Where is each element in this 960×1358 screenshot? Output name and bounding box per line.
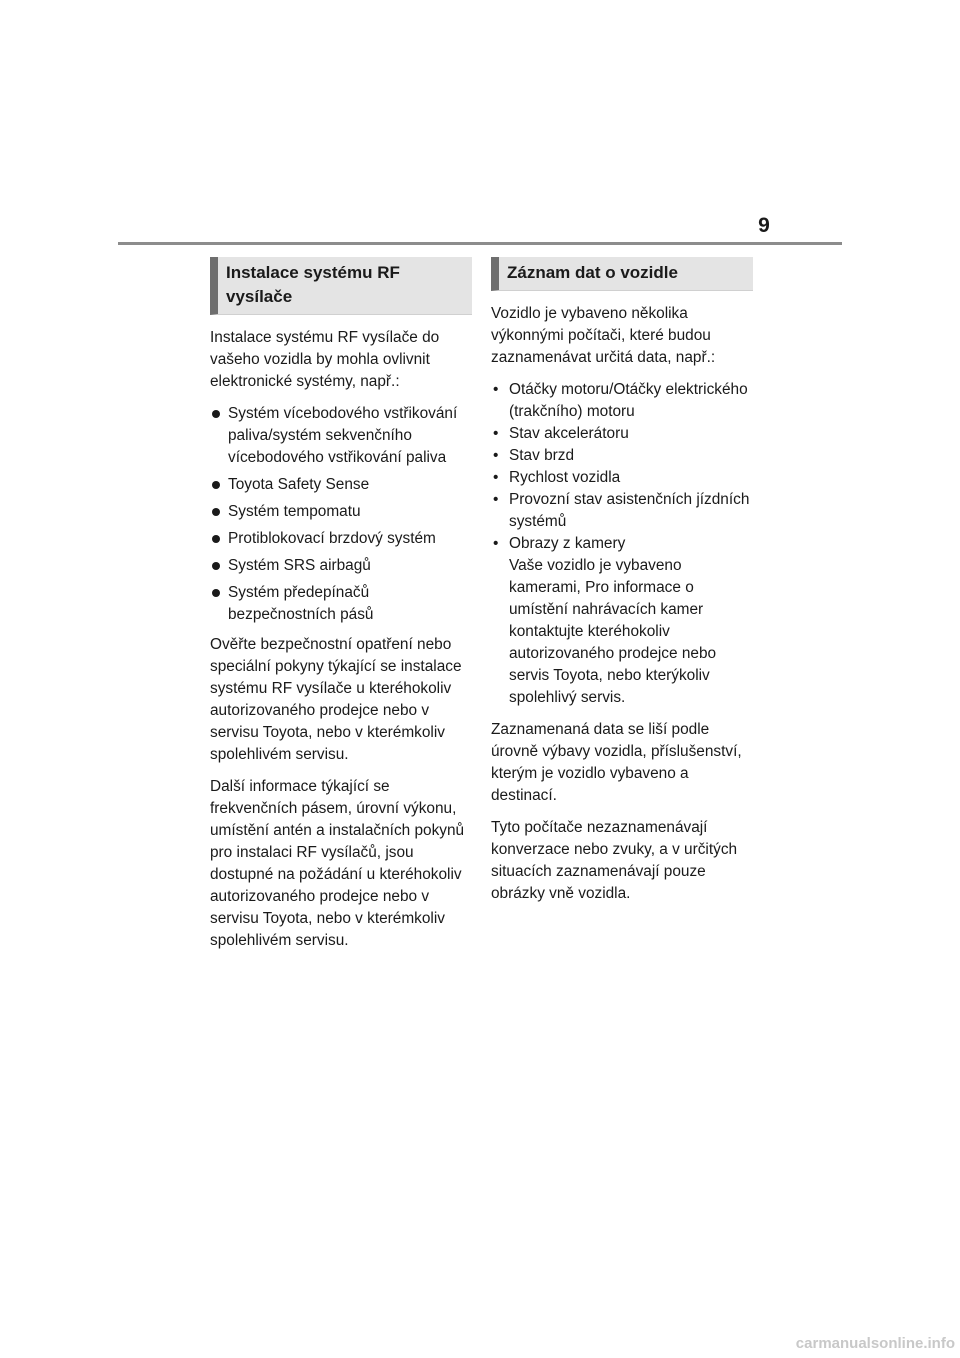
- safety-instructions-paragraph: Ověřte bezpečnostní opatření nebo speciální pokyny týkající se instalace systému RF vysílače u kteréhokoliv autorizovaného prodejce nebo v servisu Toyota, nebo v kterémkoliv spolehlivém servisu.: [210, 636, 462, 763]
- section-heading-vehicle-data: Záznam dat o vozidle: [491, 257, 753, 291]
- list-item: • Rychlost vozidla: [491, 467, 753, 489]
- more-info-paragraph: Další informace týkající se frekvenčních pásem, úrovní výkonu, umístění antén a instalačních pokynů pro instalaci RF vysílačů, jsou dostupné na požádání u kteréhokoliv autorizovaného prodejce nebo v servisu Toyota, nebo v kterémkoliv spolehlivém servisu.: [210, 778, 465, 949]
- left-column: [210, 257, 472, 962]
- bullet-icon: •: [493, 535, 499, 552]
- affected-systems-list: [210, 403, 472, 626]
- section-heading-rf-transmitter: Instalace systému RF vysílače: [210, 257, 472, 315]
- bullet-dot-icon: [212, 410, 220, 418]
- page-number: 9: [758, 214, 770, 237]
- bullet-dot-icon: [212, 481, 220, 489]
- list-item: Systém vícebodového vstřikování paliva/systém sekvenčního vícebodového vstřikování paliva: [210, 403, 472, 469]
- camera-note: Vaše vozidlo je vybaveno kamerami, Pro informace o umístění nahrávacích kamer kontaktujte kteréhokoliv autorizovaného prodejce nebo servis Toyota, nebo kterýkoliv spolehlivý servis.: [509, 557, 717, 706]
- data-differs-paragraph: Zaznamenaná data se liší podle úrovně výbavy vozidla, příslušenství, kterým je vozidlo vybaveno a destinací.: [491, 721, 742, 804]
- bullet-dot-icon: [212, 508, 220, 516]
- right-column: [491, 257, 753, 915]
- list-item: Systém SRS airbagů: [210, 555, 472, 577]
- bullet-icon: •: [493, 469, 499, 486]
- bullet-dot-icon: [212, 562, 220, 570]
- list-item: • Provozní stav asistenčních jízdních systémů: [493, 491, 750, 530]
- bullet-icon: •: [493, 425, 499, 442]
- list-item: • Obrazy z kamery Vaše vozidlo je vybaveno kamerami, Pro informace o umístění nahrávacích kamer kontaktujte kteréhokoliv autorizovaného prodejce nebo servis Toyota, nebo kterýkoliv spolehlivý servis.: [491, 533, 753, 709]
- list-item: Systém předepínačů bezpečnostních pásů: [210, 582, 472, 626]
- list-item: • Stav brzd: [491, 445, 753, 467]
- rf-intro-paragraph: Instalace systému RF vysílače do vašeho vozidla by mohla ovlivnit elektronické systémy, např.:: [210, 329, 440, 390]
- recorded-data-list: [491, 379, 753, 709]
- bullet-icon: •: [493, 381, 499, 398]
- bullet-dot-icon: [212, 589, 220, 597]
- list-item: Systém tempomatu: [210, 501, 472, 523]
- list-item: • Stav akcelerátoru: [491, 423, 753, 445]
- bullet-icon: •: [493, 491, 499, 508]
- header-rule: [118, 242, 842, 245]
- watermark: carmanualsonline.info: [795, 1335, 955, 1352]
- bullet-icon: •: [493, 447, 499, 464]
- vehicle-data-intro-paragraph: Vozidlo je vybaveno několika výkonnými počítači, které budou zaznamenávat určitá data, např.:: [491, 305, 716, 366]
- list-item: Protiblokovací brzdový systém: [210, 528, 472, 550]
- list-item: Toyota Safety Sense: [210, 474, 472, 496]
- no-audio-paragraph: Tyto počítače nezaznamenávají konverzace nebo zvuky, a v určitých situacích zaznamenávají pouze obrázky vně vozidla.: [491, 819, 738, 902]
- list-item: • Otáčky motoru/Otáčky elektrického (trakčního) motoru: [493, 381, 748, 420]
- bullet-dot-icon: [212, 535, 220, 543]
